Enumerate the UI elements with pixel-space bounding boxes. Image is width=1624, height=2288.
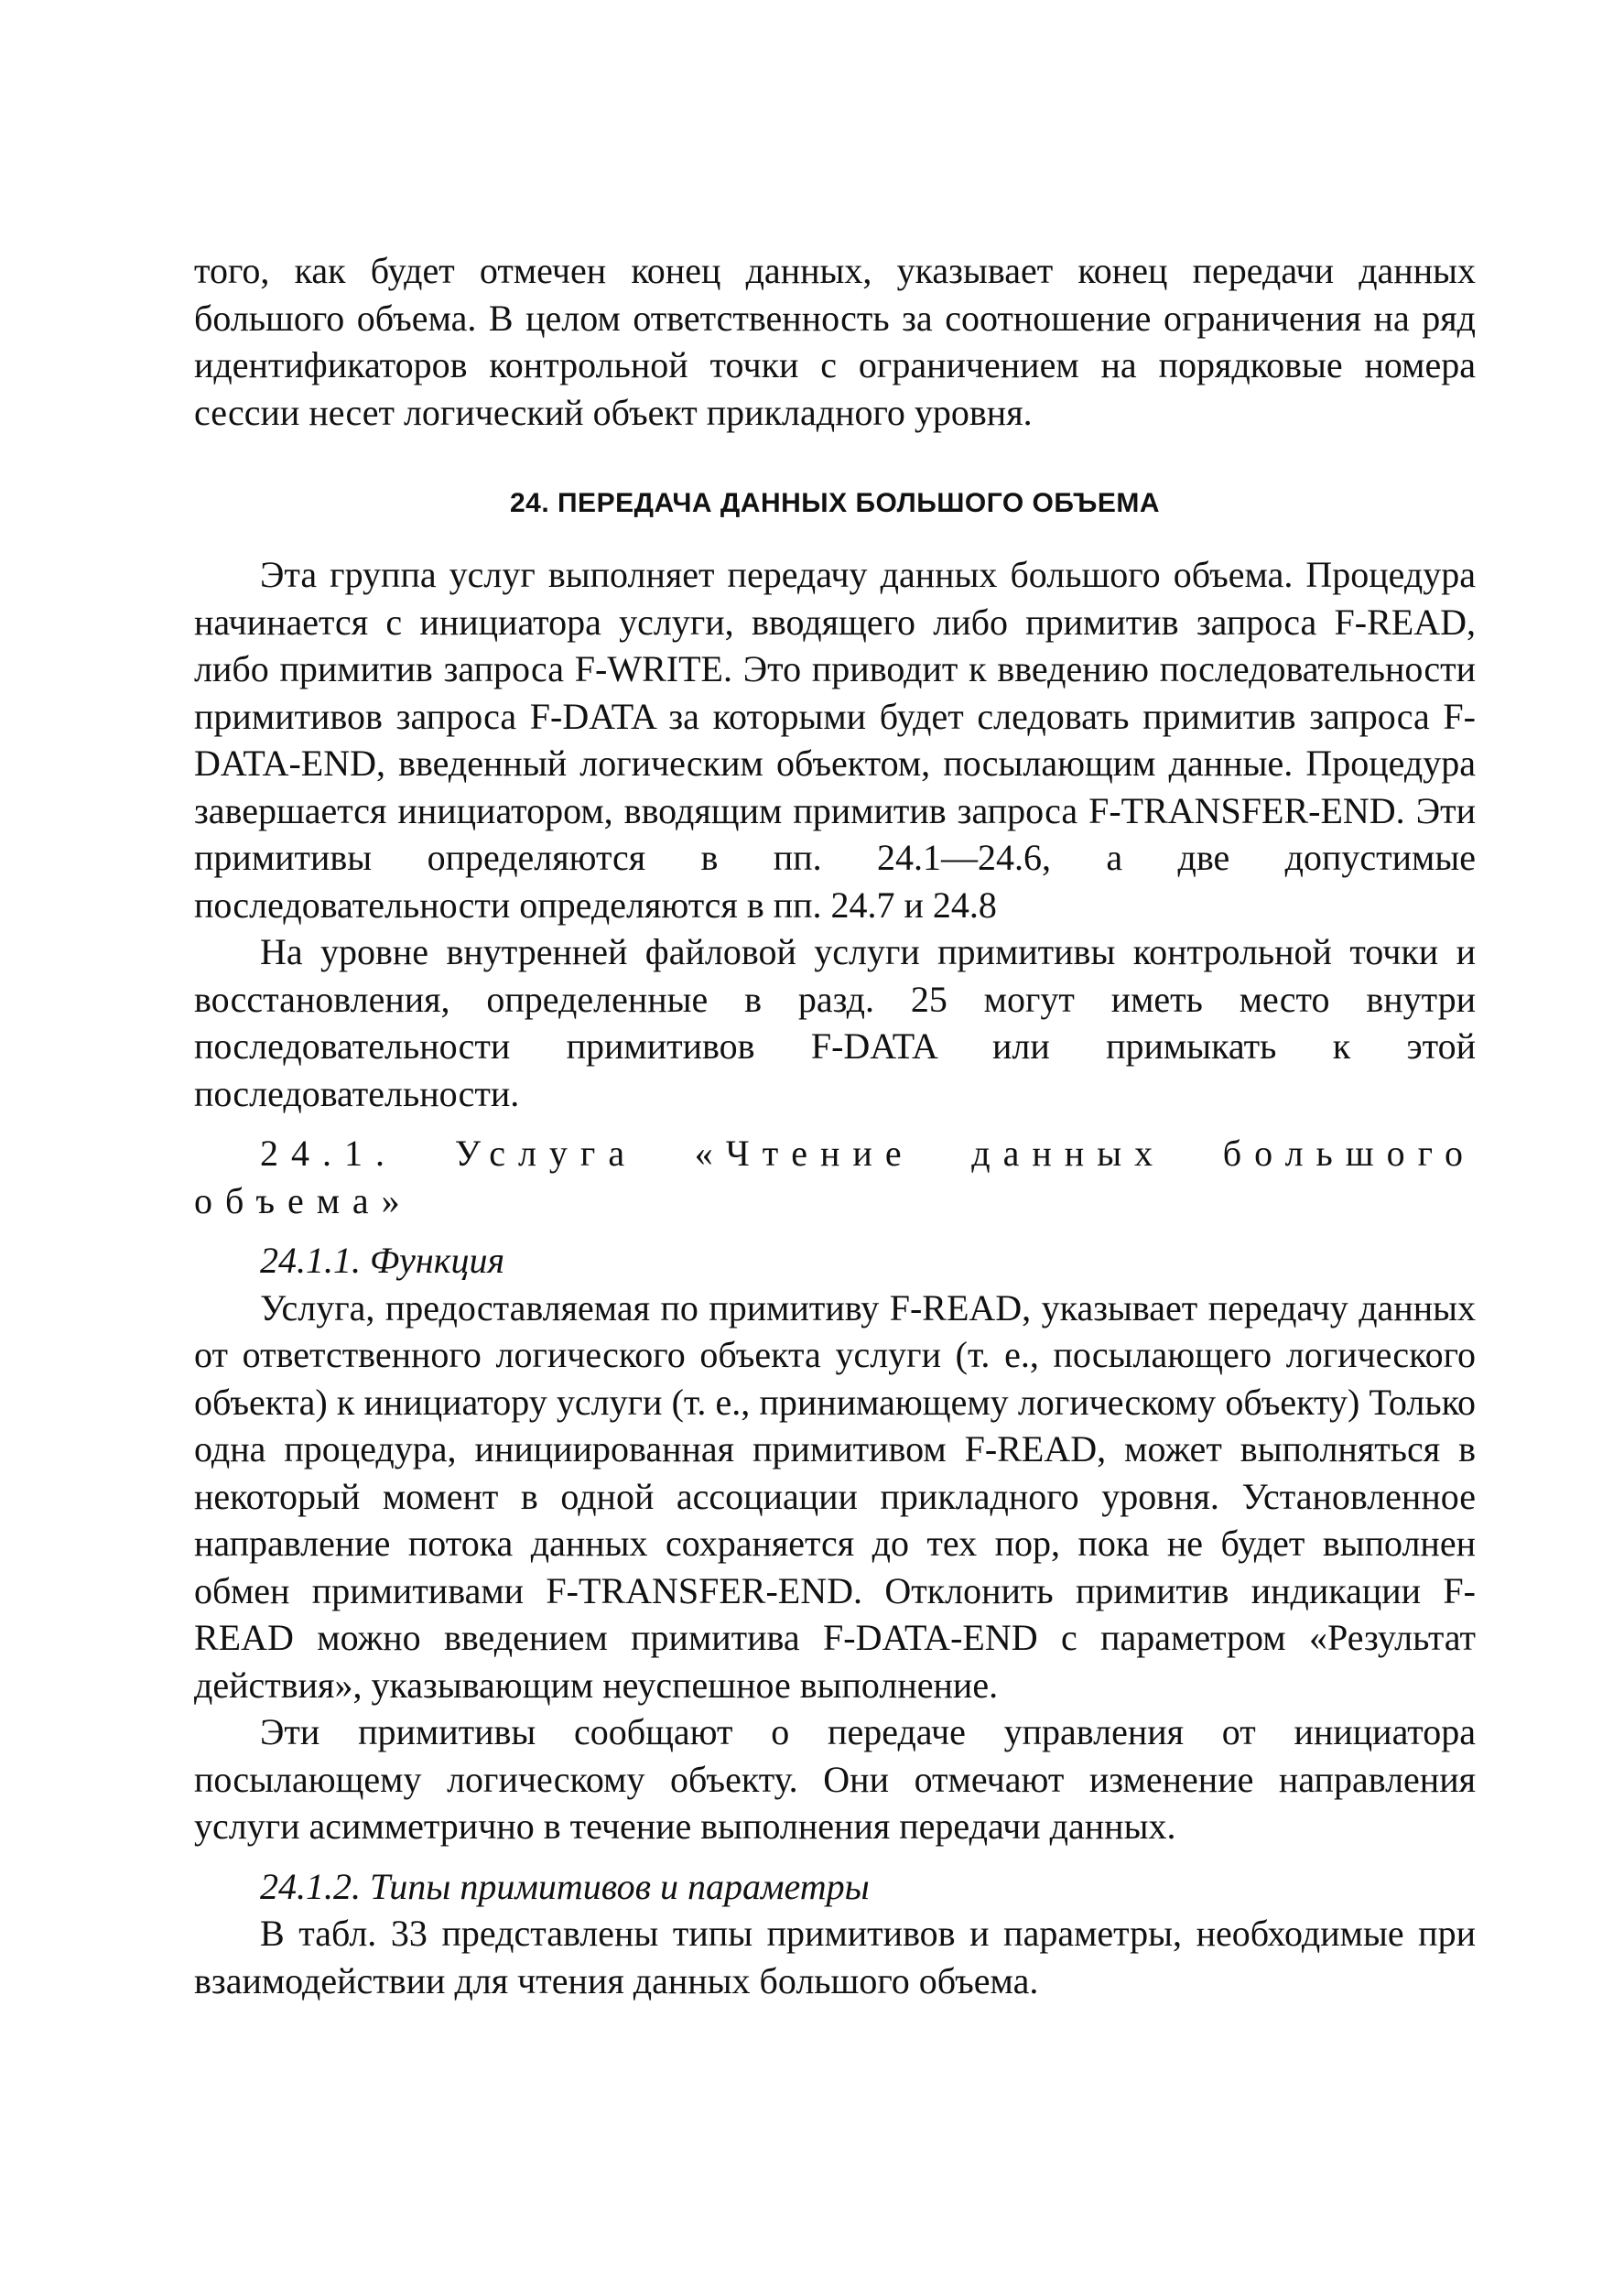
paragraph-intro: Эта группа услуг выполняет передачу данных большого объема. Процедура начинается с инициатора услуги, вводящего либо примитив запроса F-READ, либо примитив запроса F-WRITE. Это приводит к введению последовательности примитивов запроса F-DATA за которыми будет следовать примитив запроса F-DATA-END, введенный логическим объектом, посылающим данные. Процедура завершается инициатором, вводящим примитив запроса F-TRANSFER-END. Эти примитивы определяются в пп. 24.1—24.6, а две допустимые последовательности определяются в пп. 24.7 и 24.8: [194, 554, 1476, 926]
subsection-heading-24-1: 24.1. Услуга «Чтение данных большого объема»: [194, 1133, 1476, 1221]
paragraph-continuation: того, как будет отмечен конец данных, указывает конец передачи данных большого объема. В целом ответственность за соотношение ограничения на ряд идентификаторов контрольной точки с ограничением на порядковые номера сессии несет логический объект прикладного уровня.: [194, 250, 1476, 433]
paragraph-function: Услуга, предоставляемая по примитиву F-READ, указывает передачу данных от ответственного логического объекта услуги (т. е., посылающего логического объекта) к инициатору услуги (т. е., принимающему логическому объекту) Только одна процедура, инициированная примитивом F-READ, может выполняться в некоторый момент в одной ассоциации прикладного уровня. Установленное направление потока данных сохраняется до тех пор, пока не будет выполнен обмен примитивами F-TRANSFER-END. Отклонить примитив индикации F-READ можно введением примитива F-DATA-END с параметром «Результат действия», указывающим неуспешное выполнение.: [194, 1286, 1476, 1706]
section-heading: 24. ПЕРЕДАЧА ДАННЫХ БОЛЬШОГО ОБЪЕМА: [509, 488, 1161, 518]
document-page: [194, 247, 1476, 2004]
paragraph-control-transfer: Эти примитивы сообщают о передаче управления от инициатора посылающему логическому объекту. Они отмечают изменение направления услуги асимметрично в течение выполнения передачи данных.: [194, 1711, 1476, 1847]
subsection-heading-24-1-2: 24.1.2. Типы примитивов и параметры: [260, 1865, 870, 1907]
paragraph-table-reference: В табл. 33 представлены типы примитивов и параметры, необходимые при взаимодействии для чтения данных большого объема.: [194, 1913, 1476, 2001]
paragraph-checkpoint: На уровне внутренней файловой услуги примитивы контрольной точки и восстановления, определенные в разд. 25 могут иметь место внутри последовательности примитивов F-DATA или примыкать к этой последовательности.: [194, 931, 1476, 1114]
subsection-heading-24-1-1: 24.1.1. Функция: [260, 1240, 505, 1281]
